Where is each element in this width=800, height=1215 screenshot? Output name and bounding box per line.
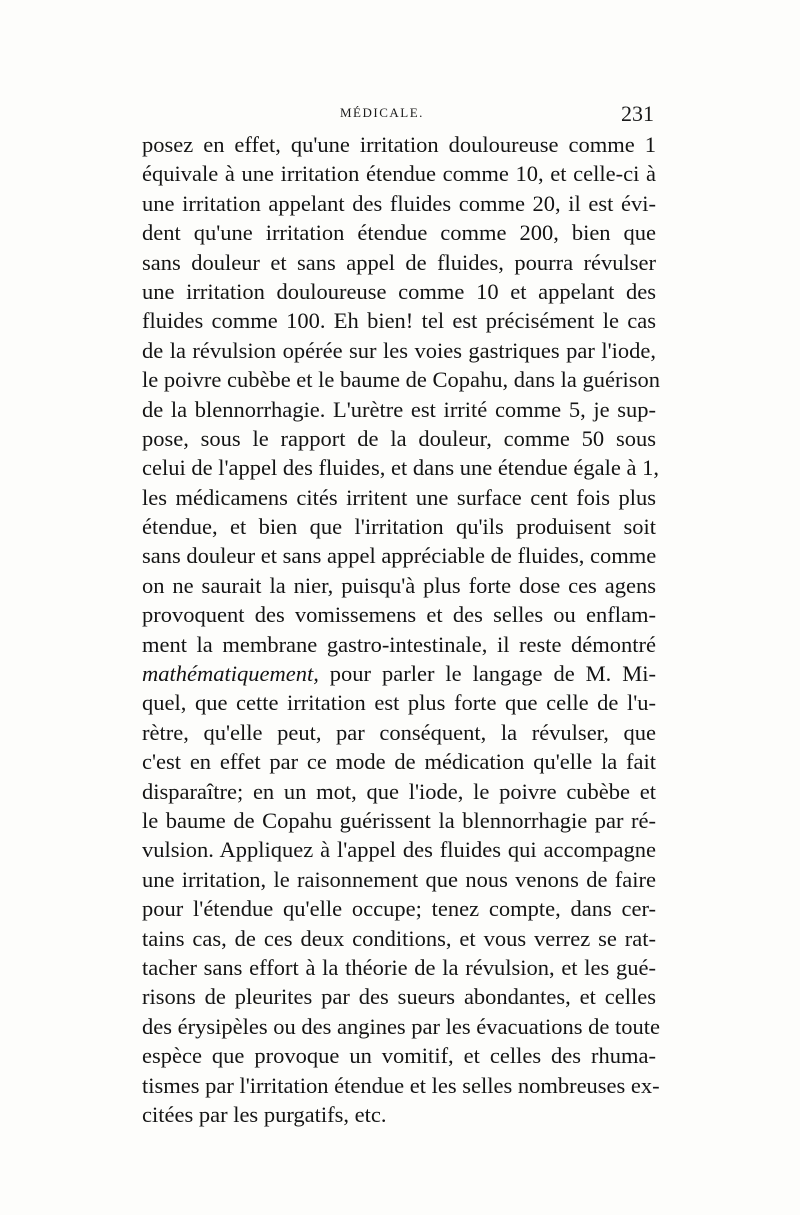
text-line: les médicamens cités irritent une surface cent fois plus: [142, 484, 656, 510]
text-line: équivale à une irritation étendue comme 10, et celle-ci à: [142, 161, 656, 187]
text-line: le poivre cubèbe et le baume de Copahu, dans la guérison: [142, 367, 660, 393]
text-line: fluides comme 100. Eh bien! tel est précisément le cas: [142, 308, 656, 334]
page-header: [142, 103, 656, 129]
text-line: on ne saurait la nier, puisqu'à plus forte dose ces agens: [142, 572, 656, 598]
text-line: tacher sans effort à la théorie de la révulsion, et les gué-: [142, 954, 656, 980]
text-line: espèce que provoque un vomitif, et celles des rhuma-: [142, 1043, 656, 1069]
text-line: vulsion. Appliquez à l'appel des fluides qui accompagne: [142, 837, 656, 863]
text-line: ment la membrane gastro-intestinale, il reste démontré: [142, 631, 656, 657]
text-line: pour l'étendue qu'elle occupe; tenez compte, dans cer-: [142, 896, 656, 922]
text-line: quel, que cette irritation est plus forte que celle de l'u-: [142, 690, 656, 716]
text-line: c'est en effet par ce mode de médication qu'elle la fait: [142, 749, 656, 775]
text-line: étendue, et bien que l'irritation qu'ils produisent soit: [142, 514, 656, 540]
text-line: celui de l'appel des fluides, et dans une étendue égale à 1,: [142, 455, 659, 481]
text-line: disparaître; en un mot, que l'iode, le poivre cubèbe et: [142, 778, 656, 804]
text-line: sans douleur et sans appel appréciable de fluides, comme: [142, 543, 657, 569]
text-line: tismes par l'irritation étendue et les selles nombreuses ex-: [142, 1072, 660, 1098]
text-line-last: citées par les purgatifs, etc.: [142, 1101, 387, 1127]
text-line: dent qu'une irritation étendue comme 200, bien que: [142, 220, 656, 246]
text-line: une irritation appelant des fluides comme 20, il est évi-: [142, 190, 656, 216]
body-text: [142, 130, 660, 1129]
text-line: risons de pleurites par des sueurs abondantes, et celles: [142, 984, 656, 1010]
text-line: posez en effet, qu'une irritation douloureuse comme 1: [142, 132, 656, 157]
text-line: de la blennorrhagie. L'urètre est irrité comme 5, je sup-: [142, 396, 656, 422]
page-number: 231: [621, 101, 654, 126]
text-line: tains cas, de ces deux conditions, et vous verrez se rat-: [142, 925, 656, 951]
text-line: sans douleur et sans appel de fluides, pourra révulser: [142, 249, 656, 275]
text-line: de la révulsion opérée sur les voies gastriques par l'iode,: [142, 337, 656, 363]
running-head: MÉDICALE.: [340, 105, 424, 120]
italic-word: mathématiquement,: [142, 661, 319, 687]
text-line: provoquent des vomissemens et des selles ou enflam-: [142, 602, 656, 628]
text-line-italic: [142, 659, 656, 688]
text-line: le baume de Copahu guérissent la blennorrhagie par ré-: [142, 807, 656, 833]
text-line: des érysipèles ou des angines par les évacuations de toute: [142, 1013, 660, 1039]
text-line: rètre, qu'elle peut, par conséquent, la révulser, que: [142, 719, 656, 745]
text-line: une irritation, le raisonnement que nous venons de faire: [142, 866, 656, 892]
text-line: pose, sous le rapport de la douleur, comme 50 sous: [142, 425, 656, 451]
line-remainder: pour parler le langage de M. Mi-: [318, 661, 656, 687]
text-line: une irritation douloureuse comme 10 et appelant des: [142, 278, 656, 304]
